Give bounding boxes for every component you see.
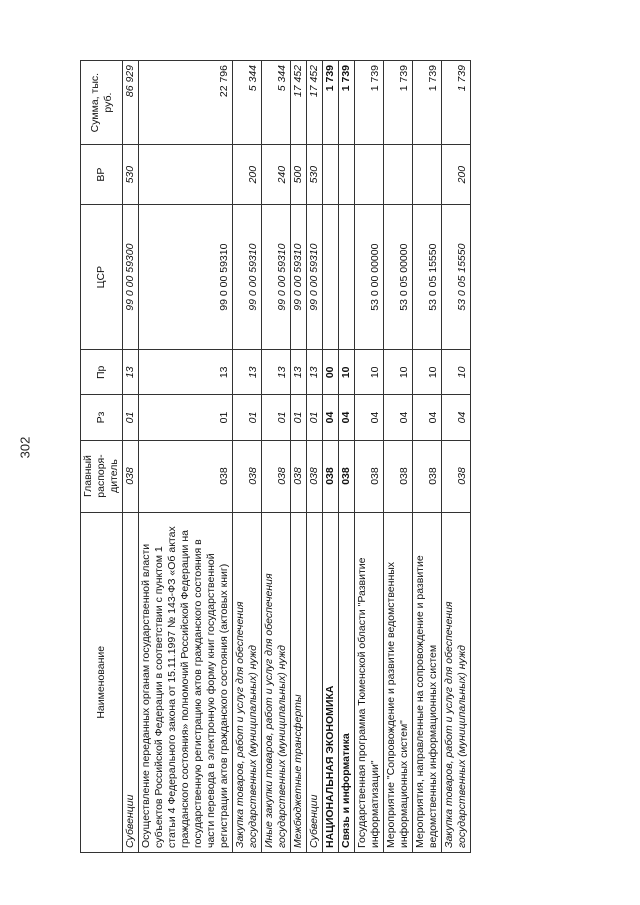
cell-subsection: 13 <box>233 350 262 395</box>
cell-main-manager: 038 <box>233 440 262 512</box>
cell-name: НАЦИОНАЛЬНАЯ ЭКОНОМИКА <box>323 512 339 852</box>
cell-section: 01 <box>123 395 139 440</box>
header-subsection: Пр <box>81 350 123 395</box>
cell-expense-type <box>339 145 355 205</box>
cell-subsection: 13 <box>139 350 233 395</box>
cell-expense-type <box>323 145 339 205</box>
cell-main-manager: 038 <box>307 440 323 512</box>
header-name: Наименование <box>81 512 123 852</box>
cell-section: 01 <box>307 395 323 440</box>
cell-expense-type: 200 <box>233 145 262 205</box>
cell-target-article: 53 0 05 15550 <box>442 205 471 350</box>
cell-main-manager: 038 <box>339 440 355 512</box>
table-row <box>307 61 323 853</box>
table-row <box>323 61 339 853</box>
cell-expense-type <box>384 145 413 205</box>
cell-target-article: 99 0 00 59310 <box>139 205 233 350</box>
budget-table <box>80 60 471 853</box>
cell-expense-type: 530 <box>307 145 323 205</box>
cell-subsection: 13 <box>307 350 323 395</box>
cell-name: Субвенции <box>123 512 139 852</box>
header-sum: Сумма, тыс. руб. <box>81 61 123 145</box>
cell-target-article: 99 0 00 59310 <box>307 205 323 350</box>
header-section: Рз <box>81 395 123 440</box>
cell-target-article: 99 0 00 59310 <box>291 205 307 350</box>
cell-section: 04 <box>413 395 442 440</box>
cell-sum: 5 344 <box>233 61 262 145</box>
cell-subsection: 10 <box>355 350 384 395</box>
cell-target-article: 53 0 00 00000 <box>355 205 384 350</box>
cell-target-article <box>339 205 355 350</box>
cell-section: 01 <box>291 395 307 440</box>
cell-target-article: 99 0 00 59310 <box>262 205 291 350</box>
cell-name: Мероприятия, направленные на сопровождение и развитие ведомственных информационных систем <box>413 512 442 852</box>
table-body <box>123 61 471 853</box>
cell-sum: 1 739 <box>413 61 442 145</box>
cell-section: 04 <box>442 395 471 440</box>
cell-sum: 17 452 <box>291 61 307 145</box>
cell-sum: 1 739 <box>355 61 384 145</box>
cell-main-manager: 038 <box>262 440 291 512</box>
cell-target-article: 53 0 05 15550 <box>413 205 442 350</box>
cell-sum: 1 739 <box>323 61 339 145</box>
cell-name: Закупка товаров, работ и услуг для обеспечения государственных (муниципальных) нужд <box>233 512 262 852</box>
header-expense-type: ВР <box>81 145 123 205</box>
rotated-table-frame <box>80 60 576 853</box>
cell-section: 04 <box>355 395 384 440</box>
cell-main-manager: 038 <box>413 440 442 512</box>
cell-name: Государственная программа Тюменской области "Развитие информатизации" <box>355 512 384 852</box>
table-row <box>291 61 307 853</box>
cell-name: Межбюджетные трансферты <box>291 512 307 852</box>
cell-section: 04 <box>323 395 339 440</box>
table-header-row <box>81 61 123 853</box>
cell-sum: 86 929 <box>123 61 139 145</box>
cell-target-article: 99 0 00 59300 <box>123 205 139 350</box>
table-row <box>123 61 139 853</box>
cell-expense-type <box>355 145 384 205</box>
table-row <box>139 61 233 853</box>
cell-subsection: 10 <box>339 350 355 395</box>
table-row <box>442 61 471 853</box>
cell-sum: 1 739 <box>384 61 413 145</box>
cell-subsection: 13 <box>291 350 307 395</box>
cell-sum: 5 344 <box>262 61 291 145</box>
cell-name: Закупка товаров, работ и услуг для обеспечения государственных (муниципальных) нужд <box>442 512 471 852</box>
cell-target-article: 53 0 05 00000 <box>384 205 413 350</box>
cell-main-manager: 038 <box>384 440 413 512</box>
page-number-text: 302 <box>17 436 33 459</box>
cell-section: 04 <box>384 395 413 440</box>
cell-main-manager: 038 <box>323 440 339 512</box>
cell-section: 01 <box>262 395 291 440</box>
cell-name: Иные закупки товаров, работ и услуг для обеспечения государственных (муниципальных) нужд <box>262 512 291 852</box>
table-row <box>262 61 291 853</box>
cell-sum: 17 452 <box>307 61 323 145</box>
cell-target-article: 99 0 00 59310 <box>233 205 262 350</box>
cell-name: Связь и информатика <box>339 512 355 852</box>
cell-expense-type: 240 <box>262 145 291 205</box>
cell-main-manager: 038 <box>442 440 471 512</box>
cell-sum: 1 739 <box>339 61 355 145</box>
cell-subsection: 13 <box>262 350 291 395</box>
cell-expense-type: 530 <box>123 145 139 205</box>
cell-subsection: 00 <box>323 350 339 395</box>
table-row <box>413 61 442 853</box>
cell-name: Осуществление переданных органам государственной власти субъектов Российской Федерации в соответствии с пунктом 1 статьи 4 Федерального закона от 15.11.1997 № 143-ФЗ «Об актах гражданского состояния» полномочий Российской Федерации на государственную регистрацию актов гражданского состояния в части перевода в электронную форму книг государственной регистрации актов гражданского состояния (актовых книг) <box>139 512 233 852</box>
cell-expense-type: 200 <box>442 145 471 205</box>
table-row <box>233 61 262 853</box>
cell-subsection: 13 <box>123 350 139 395</box>
cell-main-manager: 038 <box>139 440 233 512</box>
table-row <box>339 61 355 853</box>
cell-main-manager: 038 <box>123 440 139 512</box>
cell-subsection: 10 <box>384 350 413 395</box>
cell-sum: 22 796 <box>139 61 233 145</box>
cell-target-article <box>323 205 339 350</box>
cell-expense-type <box>413 145 442 205</box>
table-row <box>355 61 384 853</box>
cell-expense-type <box>139 145 233 205</box>
cell-main-manager: 038 <box>291 440 307 512</box>
page-number <box>0 436 50 459</box>
cell-subsection: 10 <box>413 350 442 395</box>
cell-section: 04 <box>339 395 355 440</box>
cell-name: Субвенции <box>307 512 323 852</box>
cell-sum: 1 739 <box>442 61 471 145</box>
header-target-article: ЦСР <box>81 205 123 350</box>
header-main-manager: Главный распоря-дитель <box>81 440 123 512</box>
cell-main-manager: 038 <box>355 440 384 512</box>
table-row <box>384 61 413 853</box>
cell-section: 01 <box>233 395 262 440</box>
cell-name: Мероприятие "Сопровождение и развитие ведомственных информационных систем" <box>384 512 413 852</box>
cell-section: 01 <box>139 395 233 440</box>
cell-subsection: 10 <box>442 350 471 395</box>
cell-expense-type: 500 <box>291 145 307 205</box>
